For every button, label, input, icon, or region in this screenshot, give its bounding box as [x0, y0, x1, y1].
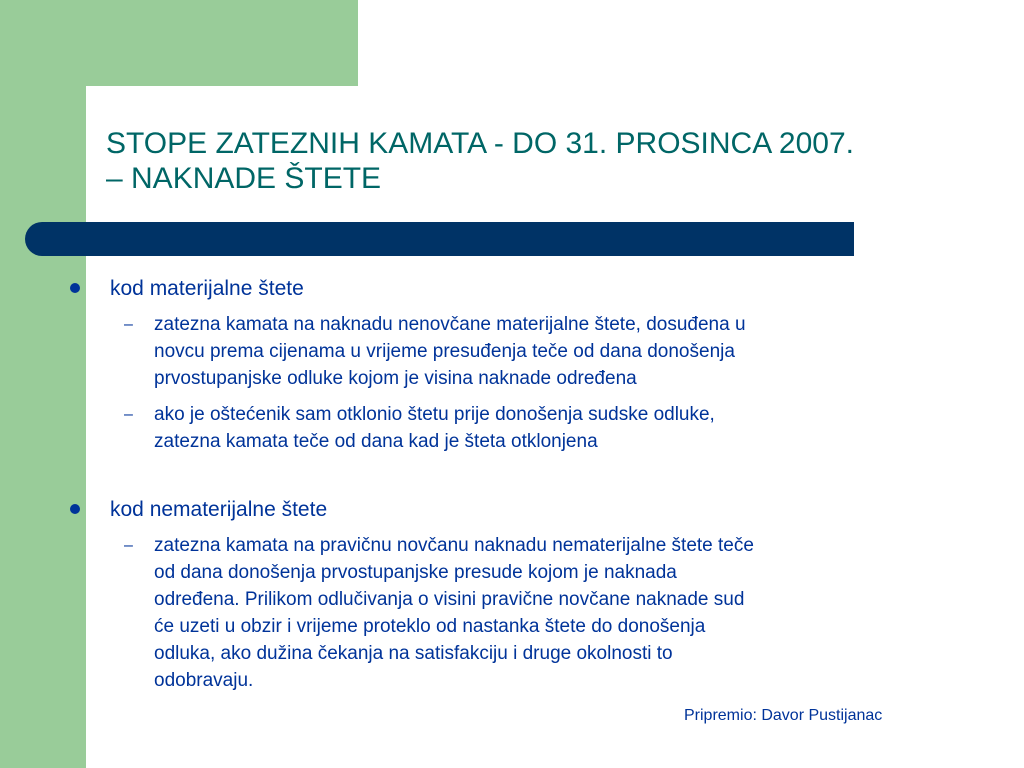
dash-icon: – [124, 406, 133, 423]
dash-icon: – [124, 316, 133, 333]
sub-item-line: zatezna kamata na pravičnu novčanu naknadu nematerijalne štete teče [154, 535, 754, 556]
sub-item-line: odobravaju. [154, 670, 254, 691]
sub-item-line: prvostupanjske odluke kojom je visina naknade određena [154, 368, 637, 389]
sub-item-line: zatezna kamata teče od dana kad je šteta otklonjena [154, 431, 598, 452]
slide-title-line-1: STOPE ZATEZNIH KAMATA - DO 31. PROSINCA 2007. [106, 127, 854, 160]
author-footer: Pripremio: Davor Pustijanac [684, 707, 883, 724]
sub-item-line: zatezna kamata na naknadu nenovčane materijalne štete, dosuđena u [154, 314, 746, 335]
bullet-label: kod nematerijalne štete [110, 498, 328, 521]
sub-item-line: određena. Prilikom odlučivanja o visini pravične novčane naknade sud [154, 589, 745, 610]
bullet-dot-icon [70, 504, 80, 514]
bullet-label: kod materijalne štete [110, 277, 304, 300]
slide-title-line-2: – NAKNADE ŠTETE [106, 162, 382, 195]
sub-item-line: će uzeti u obzir i vrijeme proteklo od nastanka štete do donošenja [154, 616, 706, 637]
dash-icon: – [124, 537, 133, 554]
sub-item-line: ako je oštećenik sam otklonio štetu prije donošenja sudske odluke, [154, 404, 715, 425]
sub-item-text [154, 401, 974, 455]
sub-item-text [154, 532, 974, 694]
sub-item-text [154, 311, 974, 392]
sub-item-line: novcu prema cijenama u vrijeme presuđenja teče od dana donošenja [154, 341, 735, 362]
sub-item-line: od dana donošenja prvostupanjske presude kojom je naknada [154, 562, 677, 583]
bullet-dot-icon [70, 283, 80, 293]
sub-item-line: odluka, ako dužina čekanja na satisfakciju i druge okolnosti to [154, 643, 673, 664]
